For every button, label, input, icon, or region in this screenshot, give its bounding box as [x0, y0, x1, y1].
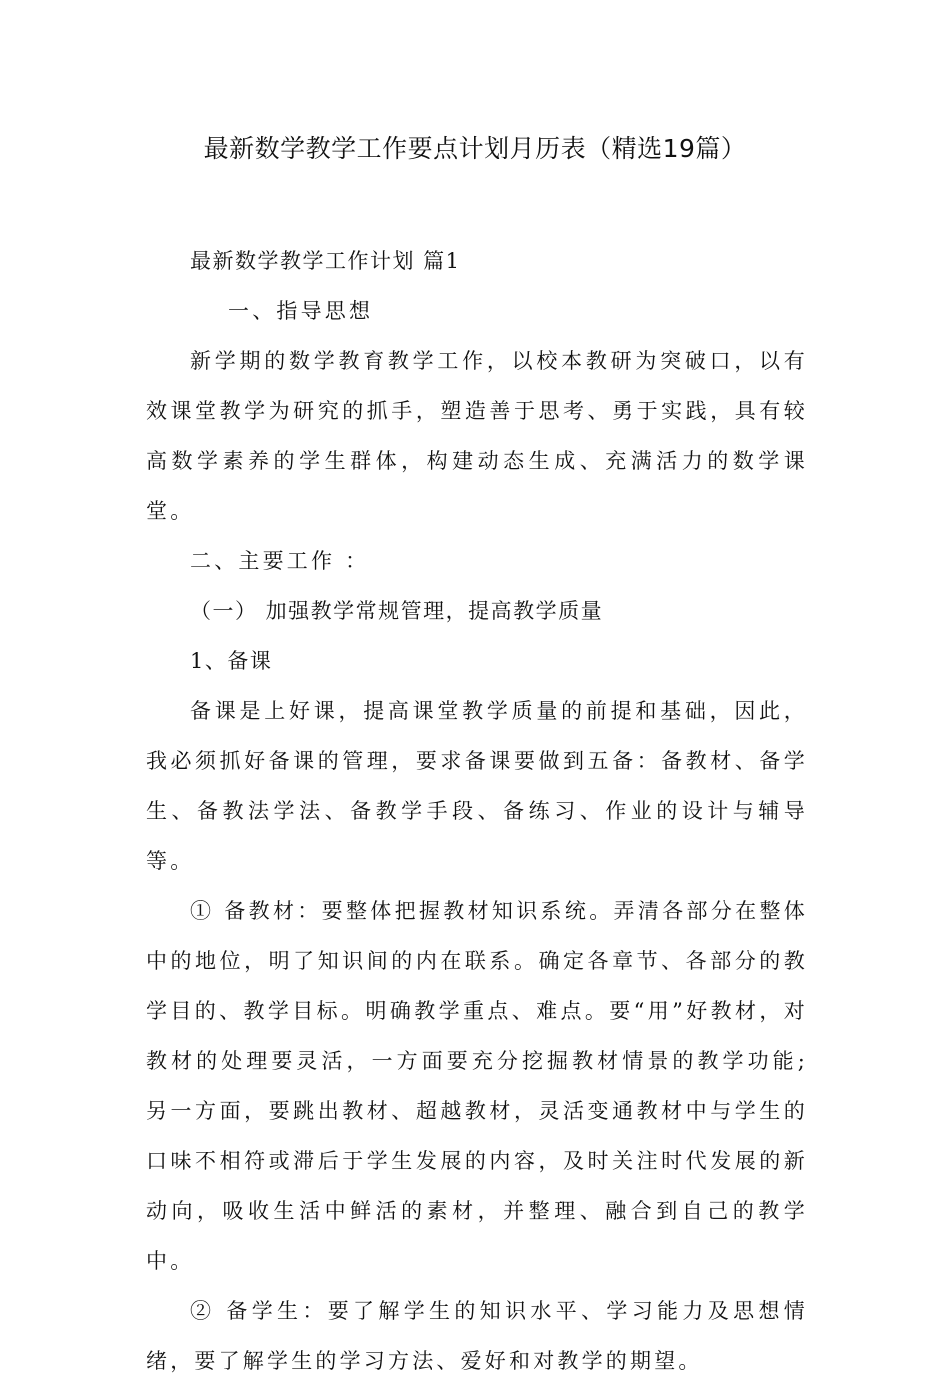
paragraph: 备课是上好课，提高课堂教学质量的前提和基础，因此，我必须抓好备课的管理，要求备课要做到五备：备教材、备学生、备教法学法、备教学手段、备练习、作业的设计与辅导等。: [146, 699, 808, 873]
document-body: [146, 236, 808, 1386]
paragraph: ② 备学生：要了解学生的知识水平、学习能力及思想情绪，要了解学生的学习方法、爱好和对教学的期望。: [146, 1299, 808, 1373]
subheading: 1、备课: [190, 649, 273, 673]
section-heading: 最新数学教学工作计划 篇1: [190, 249, 461, 273]
paragraph: ① 备教材：要整体把握教材知识系统。弄清各部分在整体中的地位，明了知识间的内在联系。确定各章节、各部分的教学目的、教学目标。明确教学重点、难点。要“用”好教材，对教材的处理要灵活，一方面要充分挖掘教材情景的教学功能;另一方面，要跳出教材、超越教材，灵活变通教材中与学生的口味不相符或滞后于学生发展的内容，及时关注时代发展的新动向，吸收生活中鲜活的素材，并整理、融合到自己的教学中。: [146, 899, 808, 1273]
subheading: 二、主要工作 ：: [190, 549, 370, 573]
paragraph: 新学期的数学教育教学工作，以校本教研为突破口，以有效课堂教学为研究的抓手，塑造善于思考、勇于实践，具有较高数学素养的学生群体，构建动态生成、充满活力的数学课堂。: [146, 349, 808, 523]
document-title: 最新数学教学工作要点计划月历表（精选19篇）: [203, 134, 747, 163]
subheading: （一） 加强教学常规管理，提高教学质量: [190, 599, 604, 623]
subheading: 一、指导思想: [228, 299, 374, 323]
